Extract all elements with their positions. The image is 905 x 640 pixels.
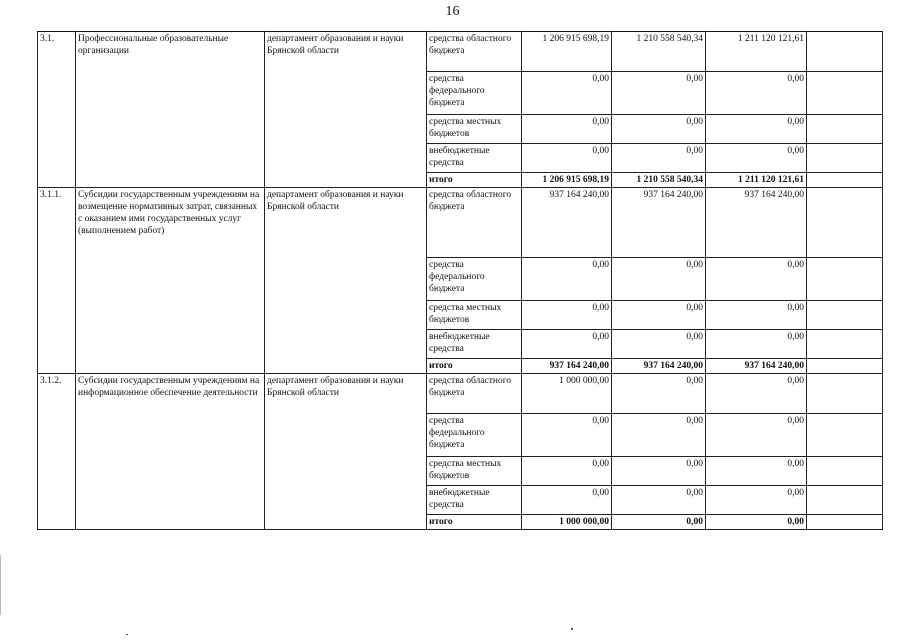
amount-year-1: 0,00: [522, 144, 612, 173]
funding-source: средства местных бюджетов: [427, 457, 522, 486]
amount-year-1: 937 164 240,00: [522, 188, 612, 258]
funding-source: средства местных бюджетов: [427, 115, 522, 144]
amount-year-3: 0,00: [706, 72, 807, 115]
budget-table-body: [38, 32, 883, 530]
scan-speck: [0, 555, 1, 615]
source-row: [38, 374, 883, 414]
page-number: 16: [445, 4, 460, 19]
amount-year-2: 0,00: [612, 258, 706, 301]
executor: департамент образования и науки Брянской области: [265, 32, 427, 188]
executor: департамент образования и науки Брянской области: [265, 188, 427, 374]
empty-cell: [807, 457, 883, 486]
empty-cell: [807, 374, 883, 414]
amount-year-2: 0,00: [612, 72, 706, 115]
source-row: [38, 188, 883, 258]
scan-speck: [571, 628, 573, 630]
amount-year-1: 0,00: [522, 414, 612, 457]
item-name: Профессиональные образовательные организации: [76, 32, 265, 188]
amount-year-1: 1 206 915 698,19: [522, 173, 612, 188]
funding-source: итого: [427, 359, 522, 374]
funding-source: средства федерального бюджета: [427, 414, 522, 457]
funding-source: итого: [427, 173, 522, 188]
amount-year-3: 937 164 240,00: [706, 359, 807, 374]
amount-year-2: 937 164 240,00: [612, 359, 706, 374]
amount-year-3: 0,00: [706, 486, 807, 515]
amount-year-2: 0,00: [612, 457, 706, 486]
amount-year-1: 1 000 000,00: [522, 374, 612, 414]
amount-year-3: 0,00: [706, 144, 807, 173]
item-code: 3.1.: [38, 32, 76, 188]
amount-year-3: 0,00: [706, 115, 807, 144]
empty-cell: [807, 330, 883, 359]
empty-cell: [807, 144, 883, 173]
amount-year-2: 937 164 240,00: [612, 188, 706, 258]
amount-year-3: 0,00: [706, 258, 807, 301]
funding-source: средства областного бюджета: [427, 188, 522, 258]
empty-cell: [807, 72, 883, 115]
amount-year-2: 0,00: [612, 301, 706, 330]
funding-source: средства федерального бюджета: [427, 258, 522, 301]
amount-year-1: 937 164 240,00: [522, 359, 612, 374]
amount-year-1: 1 000 000,00: [522, 515, 612, 530]
amount-year-2: 1 210 558 540,34: [612, 32, 706, 72]
amount-year-1: 0,00: [522, 330, 612, 359]
amount-year-2: 0,00: [612, 515, 706, 530]
empty-cell: [807, 359, 883, 374]
empty-cell: [807, 115, 883, 144]
funding-source: внебюджетные средства: [427, 144, 522, 173]
amount-year-1: 0,00: [522, 72, 612, 115]
amount-year-1: 0,00: [522, 486, 612, 515]
amount-year-1: 0,00: [522, 457, 612, 486]
budget-table: [37, 31, 883, 530]
executor: департамент образования и науки Брянской области: [265, 374, 427, 530]
amount-year-3: 1 211 120 121,61: [706, 32, 807, 72]
scan-speck: [126, 634, 128, 635]
item-code: 3.1.1.: [38, 188, 76, 374]
funding-source: средства областного бюджета: [427, 32, 522, 72]
amount-year-1: 0,00: [522, 115, 612, 144]
funding-source: внебюджетные средства: [427, 486, 522, 515]
funding-source: средства местных бюджетов: [427, 301, 522, 330]
amount-year-3: 1 211 120 121,61: [706, 173, 807, 188]
amount-year-2: 0,00: [612, 330, 706, 359]
amount-year-3: 0,00: [706, 301, 807, 330]
amount-year-2: 0,00: [612, 374, 706, 414]
item-code: 3.1.2.: [38, 374, 76, 530]
source-row: [38, 32, 883, 72]
amount-year-2: 1 210 558 540,34: [612, 173, 706, 188]
amount-year-1: 0,00: [522, 258, 612, 301]
amount-year-1: 0,00: [522, 301, 612, 330]
empty-cell: [807, 173, 883, 188]
amount-year-3: 0,00: [706, 414, 807, 457]
amount-year-3: 0,00: [706, 330, 807, 359]
empty-cell: [807, 515, 883, 530]
amount-year-3: 0,00: [706, 374, 807, 414]
amount-year-1: 1 206 915 698,19: [522, 32, 612, 72]
amount-year-3: 0,00: [706, 515, 807, 530]
empty-cell: [807, 258, 883, 301]
item-name: Субсидии государственным учреждениям на возмещение нормативных затрат, связанных с оказанием ими государственных услуг (выполнением работ): [76, 188, 265, 374]
amount-year-3: 0,00: [706, 457, 807, 486]
amount-year-2: 0,00: [612, 144, 706, 173]
amount-year-2: 0,00: [612, 115, 706, 144]
empty-cell: [807, 414, 883, 457]
funding-source: внебюджетные средства: [427, 330, 522, 359]
empty-cell: [807, 188, 883, 258]
empty-cell: [807, 486, 883, 515]
amount-year-3: 937 164 240,00: [706, 188, 807, 258]
empty-cell: [807, 32, 883, 72]
funding-source: средства областного бюджета: [427, 374, 522, 414]
funding-source: итого: [427, 515, 522, 530]
item-name: Субсидии государственным учреждениям на информационное обеспечение деятельности: [76, 374, 265, 530]
amount-year-2: 0,00: [612, 414, 706, 457]
funding-source: средства федерального бюджета: [427, 72, 522, 115]
empty-cell: [807, 301, 883, 330]
amount-year-2: 0,00: [612, 486, 706, 515]
